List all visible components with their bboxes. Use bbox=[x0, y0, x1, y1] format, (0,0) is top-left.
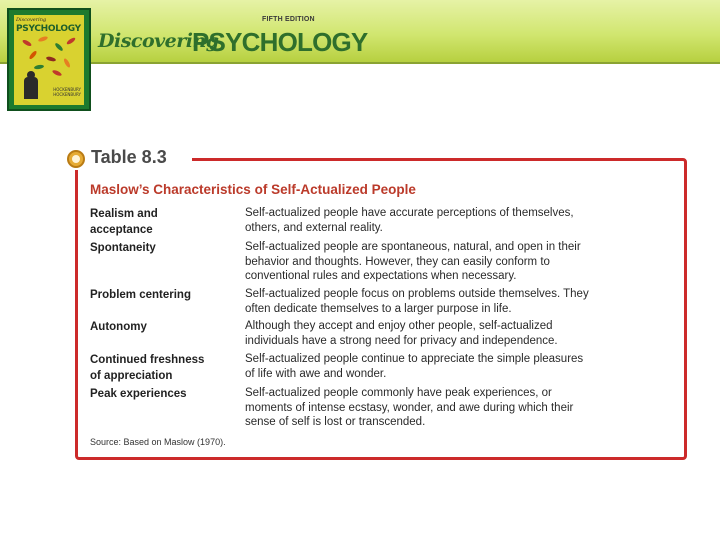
leaf-icon bbox=[63, 58, 71, 69]
term-line: Realism and bbox=[90, 208, 158, 220]
cover-authors bbox=[53, 87, 81, 97]
leaf-icon bbox=[46, 56, 57, 62]
row-description bbox=[245, 287, 675, 316]
table-label: Table 8.3 bbox=[91, 147, 167, 167]
term-line: acceptance bbox=[90, 224, 153, 236]
table-source: Source: Based on Maslow (1970). bbox=[90, 437, 226, 447]
term-line: Autonomy bbox=[90, 321, 147, 333]
term-line: Problem centering bbox=[90, 289, 191, 301]
row-term bbox=[90, 386, 240, 402]
book-title-part2: PSYCHOLOGY bbox=[192, 27, 368, 57]
edition-label: FIFTH EDITION bbox=[262, 16, 315, 23]
desc-line: of life with awe and wonder. bbox=[245, 367, 387, 380]
leaf-icon bbox=[66, 36, 76, 45]
row-description bbox=[245, 206, 675, 235]
row-term bbox=[90, 319, 240, 335]
cover-author: HOCKENBURY bbox=[53, 87, 81, 92]
header-divider bbox=[0, 62, 720, 64]
book-title-part1: Discovering bbox=[98, 30, 219, 52]
leaf-icon bbox=[52, 69, 63, 77]
figure-icon bbox=[24, 77, 38, 99]
row-description bbox=[245, 386, 675, 430]
row-description bbox=[245, 240, 675, 284]
leaf-icon bbox=[54, 42, 64, 52]
desc-line: Self-actualized people are spontaneous, natural, and open in their bbox=[245, 241, 581, 253]
cover-title: PSYCHOLOGY bbox=[16, 24, 81, 34]
row-term bbox=[90, 206, 240, 238]
leaf-icon bbox=[22, 39, 33, 47]
row-term bbox=[90, 287, 240, 303]
term-line: of appreciation bbox=[90, 370, 173, 382]
term-line: Peak experiences bbox=[90, 388, 187, 400]
cover-author: HOCKENBURY bbox=[53, 92, 81, 97]
book-cover-art bbox=[14, 15, 84, 105]
desc-line: behavior and thoughts. However, they can easily conform to bbox=[245, 255, 550, 268]
book-cover bbox=[7, 8, 91, 111]
cover-title-top: Discovering bbox=[16, 17, 47, 23]
row-description bbox=[245, 319, 675, 348]
desc-line: moments of intense ecstasy, wonder, and awe during which their bbox=[245, 401, 574, 414]
desc-line: Self-actualized people have accurate perceptions of themselves, bbox=[245, 207, 574, 219]
desc-line: often dedicate themselves to a larger purpose in life. bbox=[245, 302, 512, 315]
term-line: Spontaneity bbox=[90, 242, 156, 254]
desc-line: conventional rules and expectations when necessary. bbox=[245, 270, 517, 282]
leaf-icon bbox=[28, 50, 37, 60]
desc-line: Although they accept and enjoy other people, self-actualized bbox=[245, 320, 553, 332]
leaf-icon bbox=[34, 64, 45, 70]
desc-line: Self-actualized people focus on problems outside themselves. They bbox=[245, 288, 589, 300]
row-term bbox=[90, 240, 240, 256]
row-term bbox=[90, 352, 240, 384]
desc-line: others, and external reality. bbox=[245, 221, 383, 234]
table-heading: Maslow’s Characteristics of Self-Actualized People bbox=[90, 182, 416, 197]
leaf-icon bbox=[38, 35, 49, 42]
desc-line: Self-actualized people commonly have peak experiences, or bbox=[245, 387, 552, 399]
desc-line: Self-actualized people continue to appreciate the simple pleasures bbox=[245, 353, 584, 365]
circle-bullet-icon bbox=[67, 150, 85, 168]
desc-line: individuals have a strong need for privacy and independence. bbox=[245, 334, 558, 347]
row-description bbox=[245, 352, 675, 381]
term-line: Continued freshness bbox=[90, 354, 205, 366]
desc-line: sense of self is lost or transcended. bbox=[245, 416, 426, 428]
